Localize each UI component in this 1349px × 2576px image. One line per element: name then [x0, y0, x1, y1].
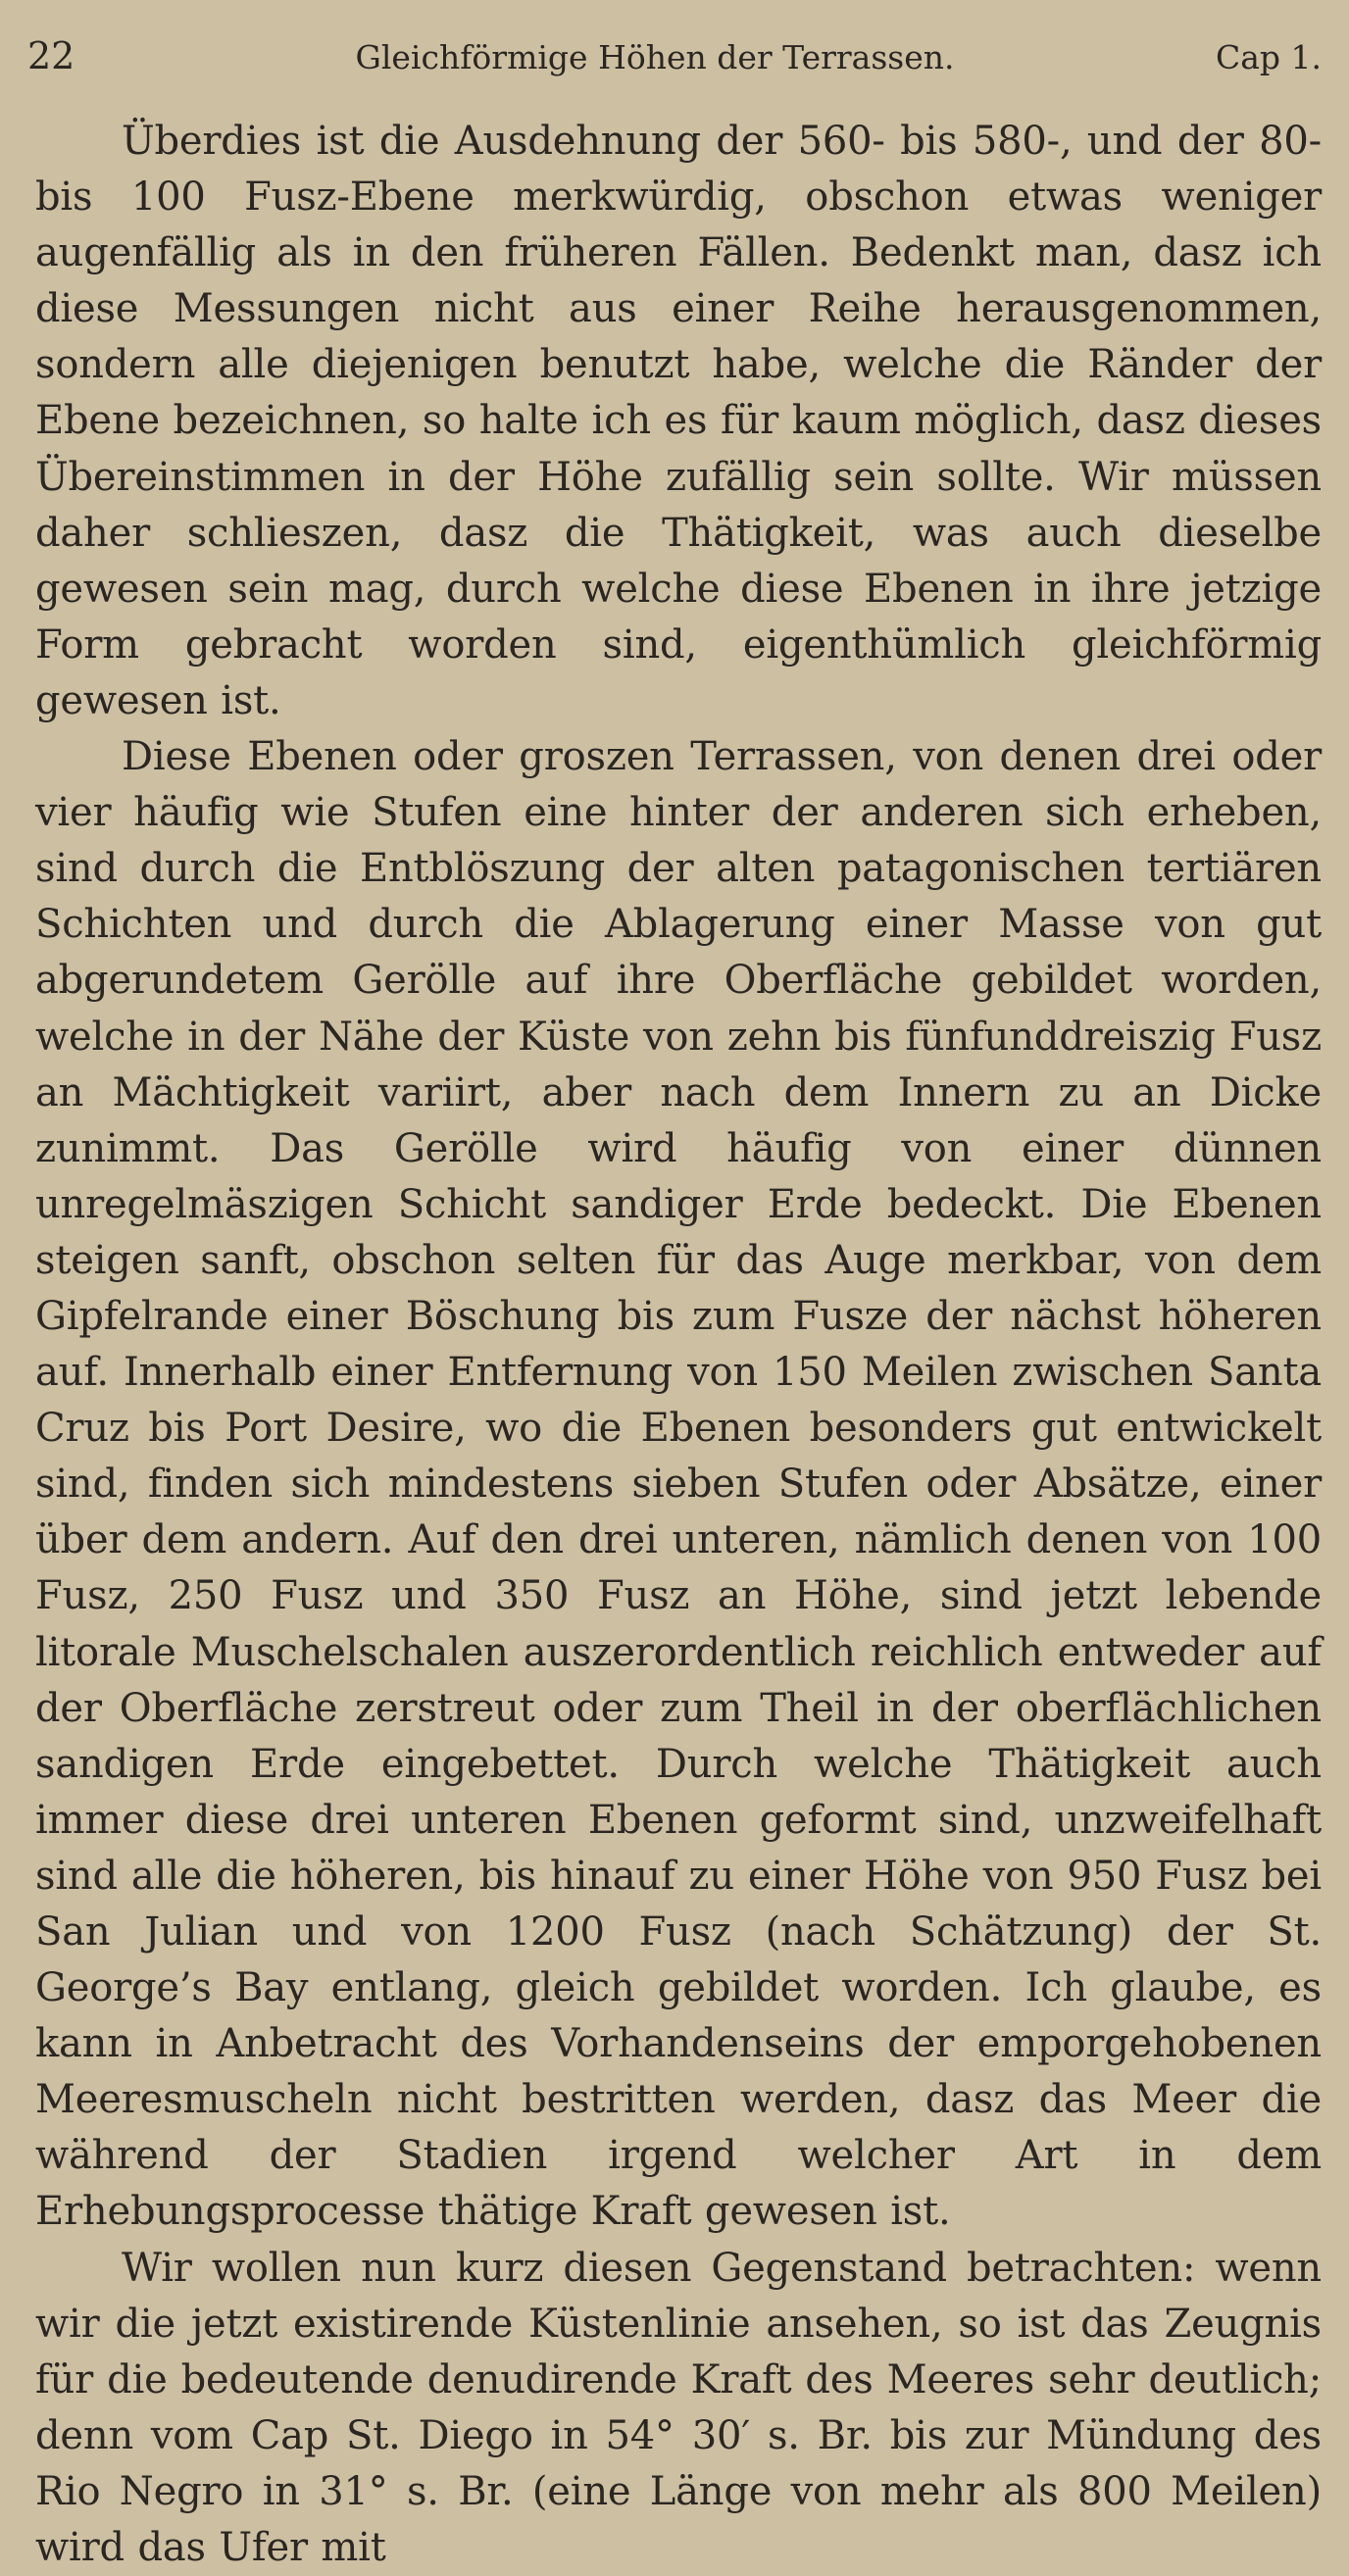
running-title: Gleichförmige Höhen der Terrassen.	[355, 38, 955, 76]
page-body	[35, 114, 1322, 2576]
chapter-label: Cap 1.	[1215, 38, 1322, 76]
paragraph: Wir wollen nun kurz diesen Gegenstand betrachten: wenn wir die jetzt existirende Küstenlinie ansehen, so ist das Zeugnis für die bedeutende denudirende Kraft des Meeres sehr deutlich; denn vom Cap St. Diego in 54° 30′ s. Br. bis zur Mündung des Rio Negro in 31° s. Br. (eine Länge von mehr als 800 Meilen) wird das Ufer mit	[35, 2245, 1322, 2571]
paragraph: Diese Ebenen oder groszen Terrassen, von denen drei oder vier häufig wie Stufen eine hinter der anderen sich erheben, sind durch die Entblöszung der alten patagonischen tertiären Schichten und durch die Ablagerung einer Masse von gut abgerundetem Gerölle auf ihre Oberfläche gebildet worden, welche in der Nähe der Küste von zehn bis fünfunddreiszig Fusz an Mächtigkeit variirt, aber nach dem Innern zu an Dicke zunimmt. Das Gerölle wird häufig von einer dünnen unregelmäszigen Schicht sandiger Erde bedeckt. Die Ebenen steigen sanft, obschon selten für das Auge merkbar, von dem Gipfelrande einer Böschung bis zum Fusze der nächst höheren auf. Innerhalb einer Entfernung von 150 Meilen zwischen Santa Cruz bis Port Desire, wo die Ebenen besonders gut entwickelt sind, finden sich mindestens sieben Stufen oder Absätze, einer über dem andern. Auf den drei unteren, nämlich denen von 100 Fusz, 250 Fusz und 350 Fusz an Höhe, sind jetzt lebende litorale Muschelschalen auszerordentlich reichlich entweder auf der Oberfläche zerstreut oder zum Theil in der oberflächlichen sandigen Erde eingebettet. Durch welche Thätigkeit auch immer diese drei unteren Ebenen geformt sind, unzweifelhaft sind alle die höheren, bis hinauf zu einer Höhe von 950 Fusz bei San Julian und von 1200 Fusz (nach Schätzung) der St. George’s Bay entlang, gleich gebildet worden. Ich glaube, es kann in Anbetracht des Vorhandenseins der emporgehobenen Meeresmuscheln nicht bestritten werden, dasz das Meer die während der Stadien irgend welcher Art in dem Erhebungsprocesse thätige Kraft gewesen ist.	[35, 734, 1322, 2235]
page-number: 22	[27, 34, 75, 77]
running-head	[27, 31, 1322, 80]
paragraph: Überdies ist die Ausdehnung der 560- bis 580-, und der 80- bis 100 Fusz-Ebene merkwürdig, obschon etwas weniger augenfällig als in den früheren Fällen. Bedenkt man, dasz ich diese Messungen nicht aus einer Reihe herausgenommen, sondern alle diejenigen benutzt habe, welche die Ränder der Ebene bezeichnen, so halte ich es für kaum möglich, dasz dieses Übereinstimmen in der Höhe zufällig sein sollte. Wir müssen daher schlieszen, dasz die Thätigkeit, was auch dieselbe gewesen sein mag, durch welche diese Ebenen in ihre jetzige Form gebracht worden sind, eigenthümlich gleichförmig gewesen ist.	[35, 119, 1322, 723]
